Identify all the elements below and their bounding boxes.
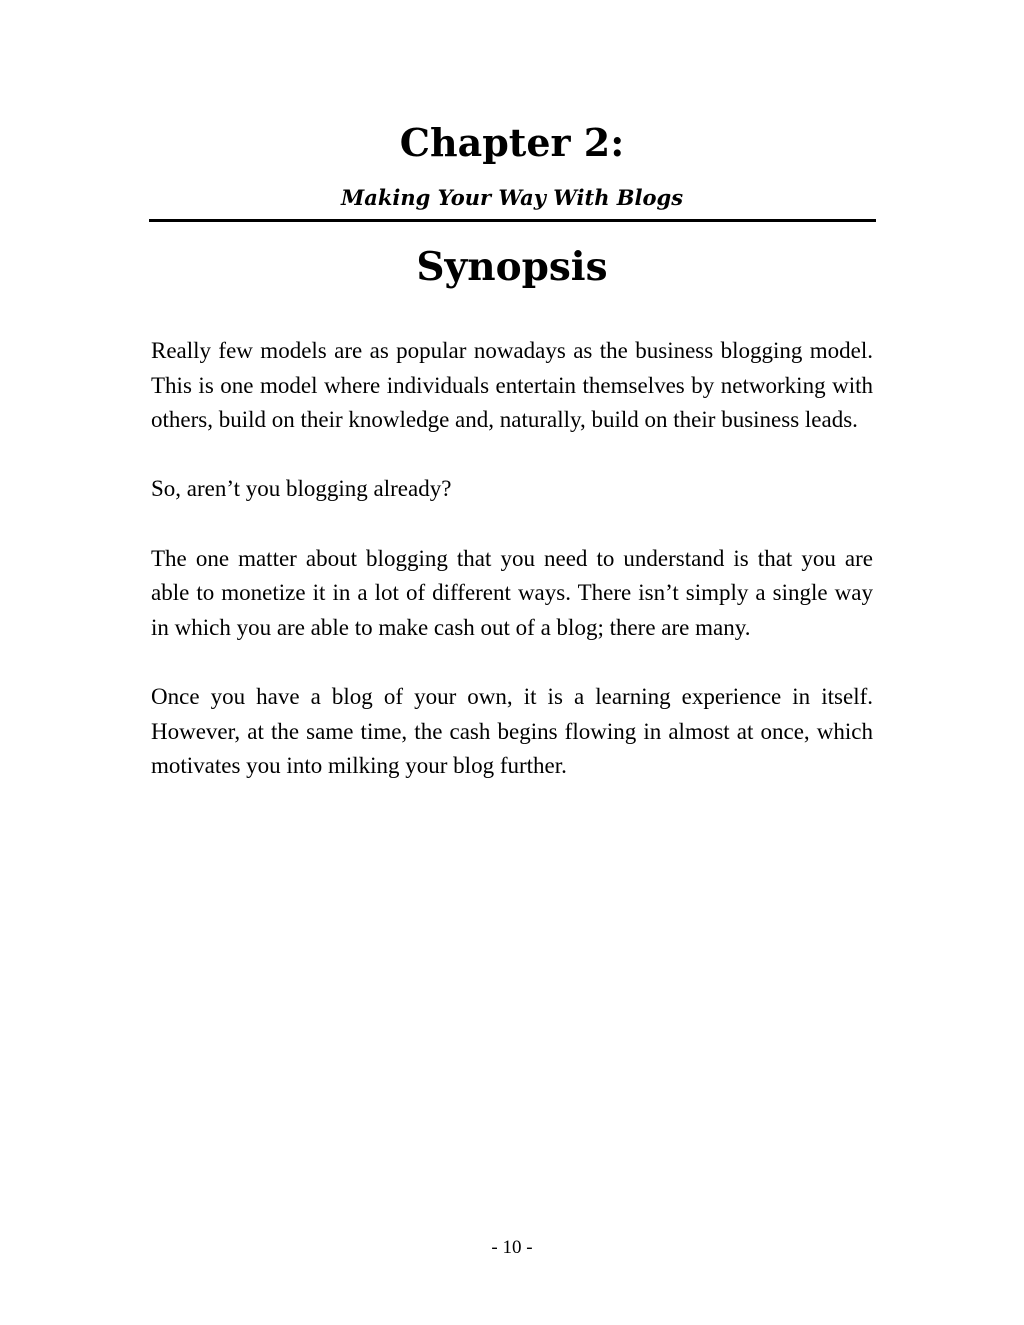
body-text [151, 334, 873, 818]
paragraph: Once you have a blog of your own, it is a learning experience in itself. However, at the same time, the cash begins flowing in almost at once, which motivates you into milking your blog further. [151, 683, 873, 779]
section-title: Synopsis [416, 244, 608, 290]
horizontal-rule [149, 219, 876, 222]
page-number: - 10 - [491, 1237, 533, 1258]
chapter-subtitle: Making Your Way With Blogs [340, 185, 684, 210]
chapter-title: Chapter 2: [399, 120, 625, 165]
paragraph: The one matter about blogging that you need to understand is that you are able to monetize it in a lot of different ways. There isn’t simply a single way in which you are able to make cash out of a blog; there are many. [151, 545, 873, 640]
paragraph: So, aren’t you blogging already? [151, 476, 452, 502]
paragraph: Really few models are as popular nowadays as the business blogging model. This is one model where individuals entertain themselves by networking with others, build on their knowledge and, naturally, build on their business leads. [151, 338, 873, 433]
